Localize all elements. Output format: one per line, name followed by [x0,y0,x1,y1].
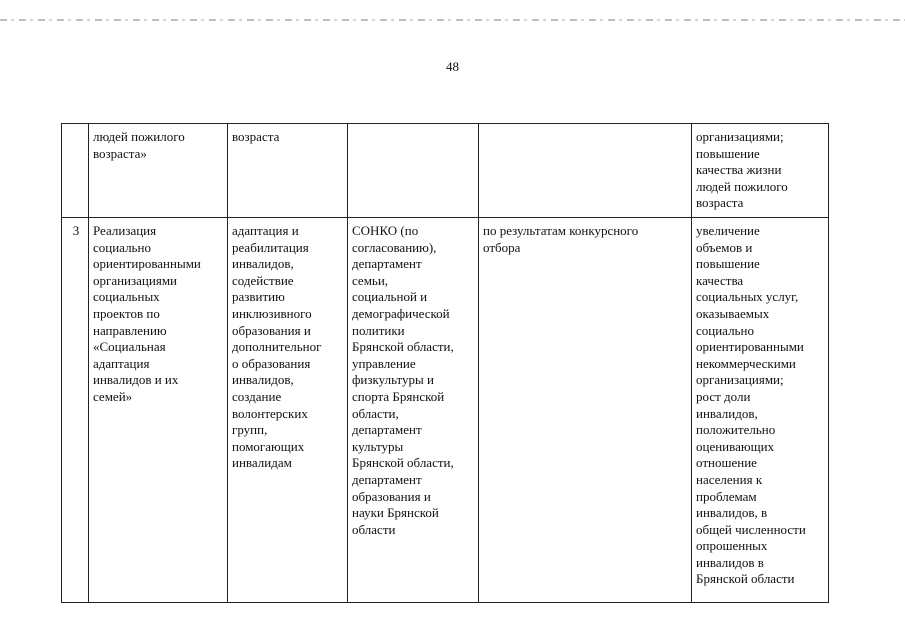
cell-measure-content-text: возраста [232,129,280,144]
cell-number [62,124,89,218]
scan-artifact-line [0,19,905,21]
table-row-continuation [62,124,829,218]
page-number: 48 [446,59,459,74]
cell-expected-result [692,218,829,603]
cell-executors-text: СОНКО (по согласованию), департамент семьи, социальной и демографической политики Брянской области, управление физкультуры и спорта Брянской области, департамент культуры Брянской области, департамент образования и науки Брянской области [352,223,454,537]
cell-funding-text: по результатам конкурсного отбора [483,223,639,255]
cell-expected-result-text: организациями; повышение качества жизни людей пожилого возраста [696,129,788,211]
cell-measure-name-text: Реализация социально ориентированными организациями социальных проектов по направлению «Социальная адаптация инвалидов и их семей» [93,223,201,404]
cell-executors [348,218,479,603]
cell-measure-content [228,124,348,218]
cell-measure-name [89,218,228,603]
cell-measure-name [89,124,228,218]
cell-funding [479,218,692,603]
cell-number-text: 3 [72,223,80,238]
cell-measure-content-text: адаптация и реабилитация инвалидов, содействие развитию инклюзивного образования и дополнительног о образования инвалидов, создание волонтерских групп, помогающих инвалидам [232,223,322,471]
table-row-3 [62,218,829,603]
cell-executors [348,124,479,218]
cell-funding [479,124,692,218]
cell-measure-content [228,218,348,603]
cell-expected-result [692,124,829,218]
cell-number [62,218,89,603]
cell-expected-result-text: увеличение объемов и повышение качества социальных услуг, оказываемых социально ориентированными некоммерческими организациями; рост доли инвалидов, положительно оценивающих отношение населения к проблемам инвалидов, в общей численности опрошенных инвалидов в Брянской области [696,223,806,587]
cell-measure-name-text: людей пожилого возраста» [93,129,185,161]
measures-table [61,123,829,603]
